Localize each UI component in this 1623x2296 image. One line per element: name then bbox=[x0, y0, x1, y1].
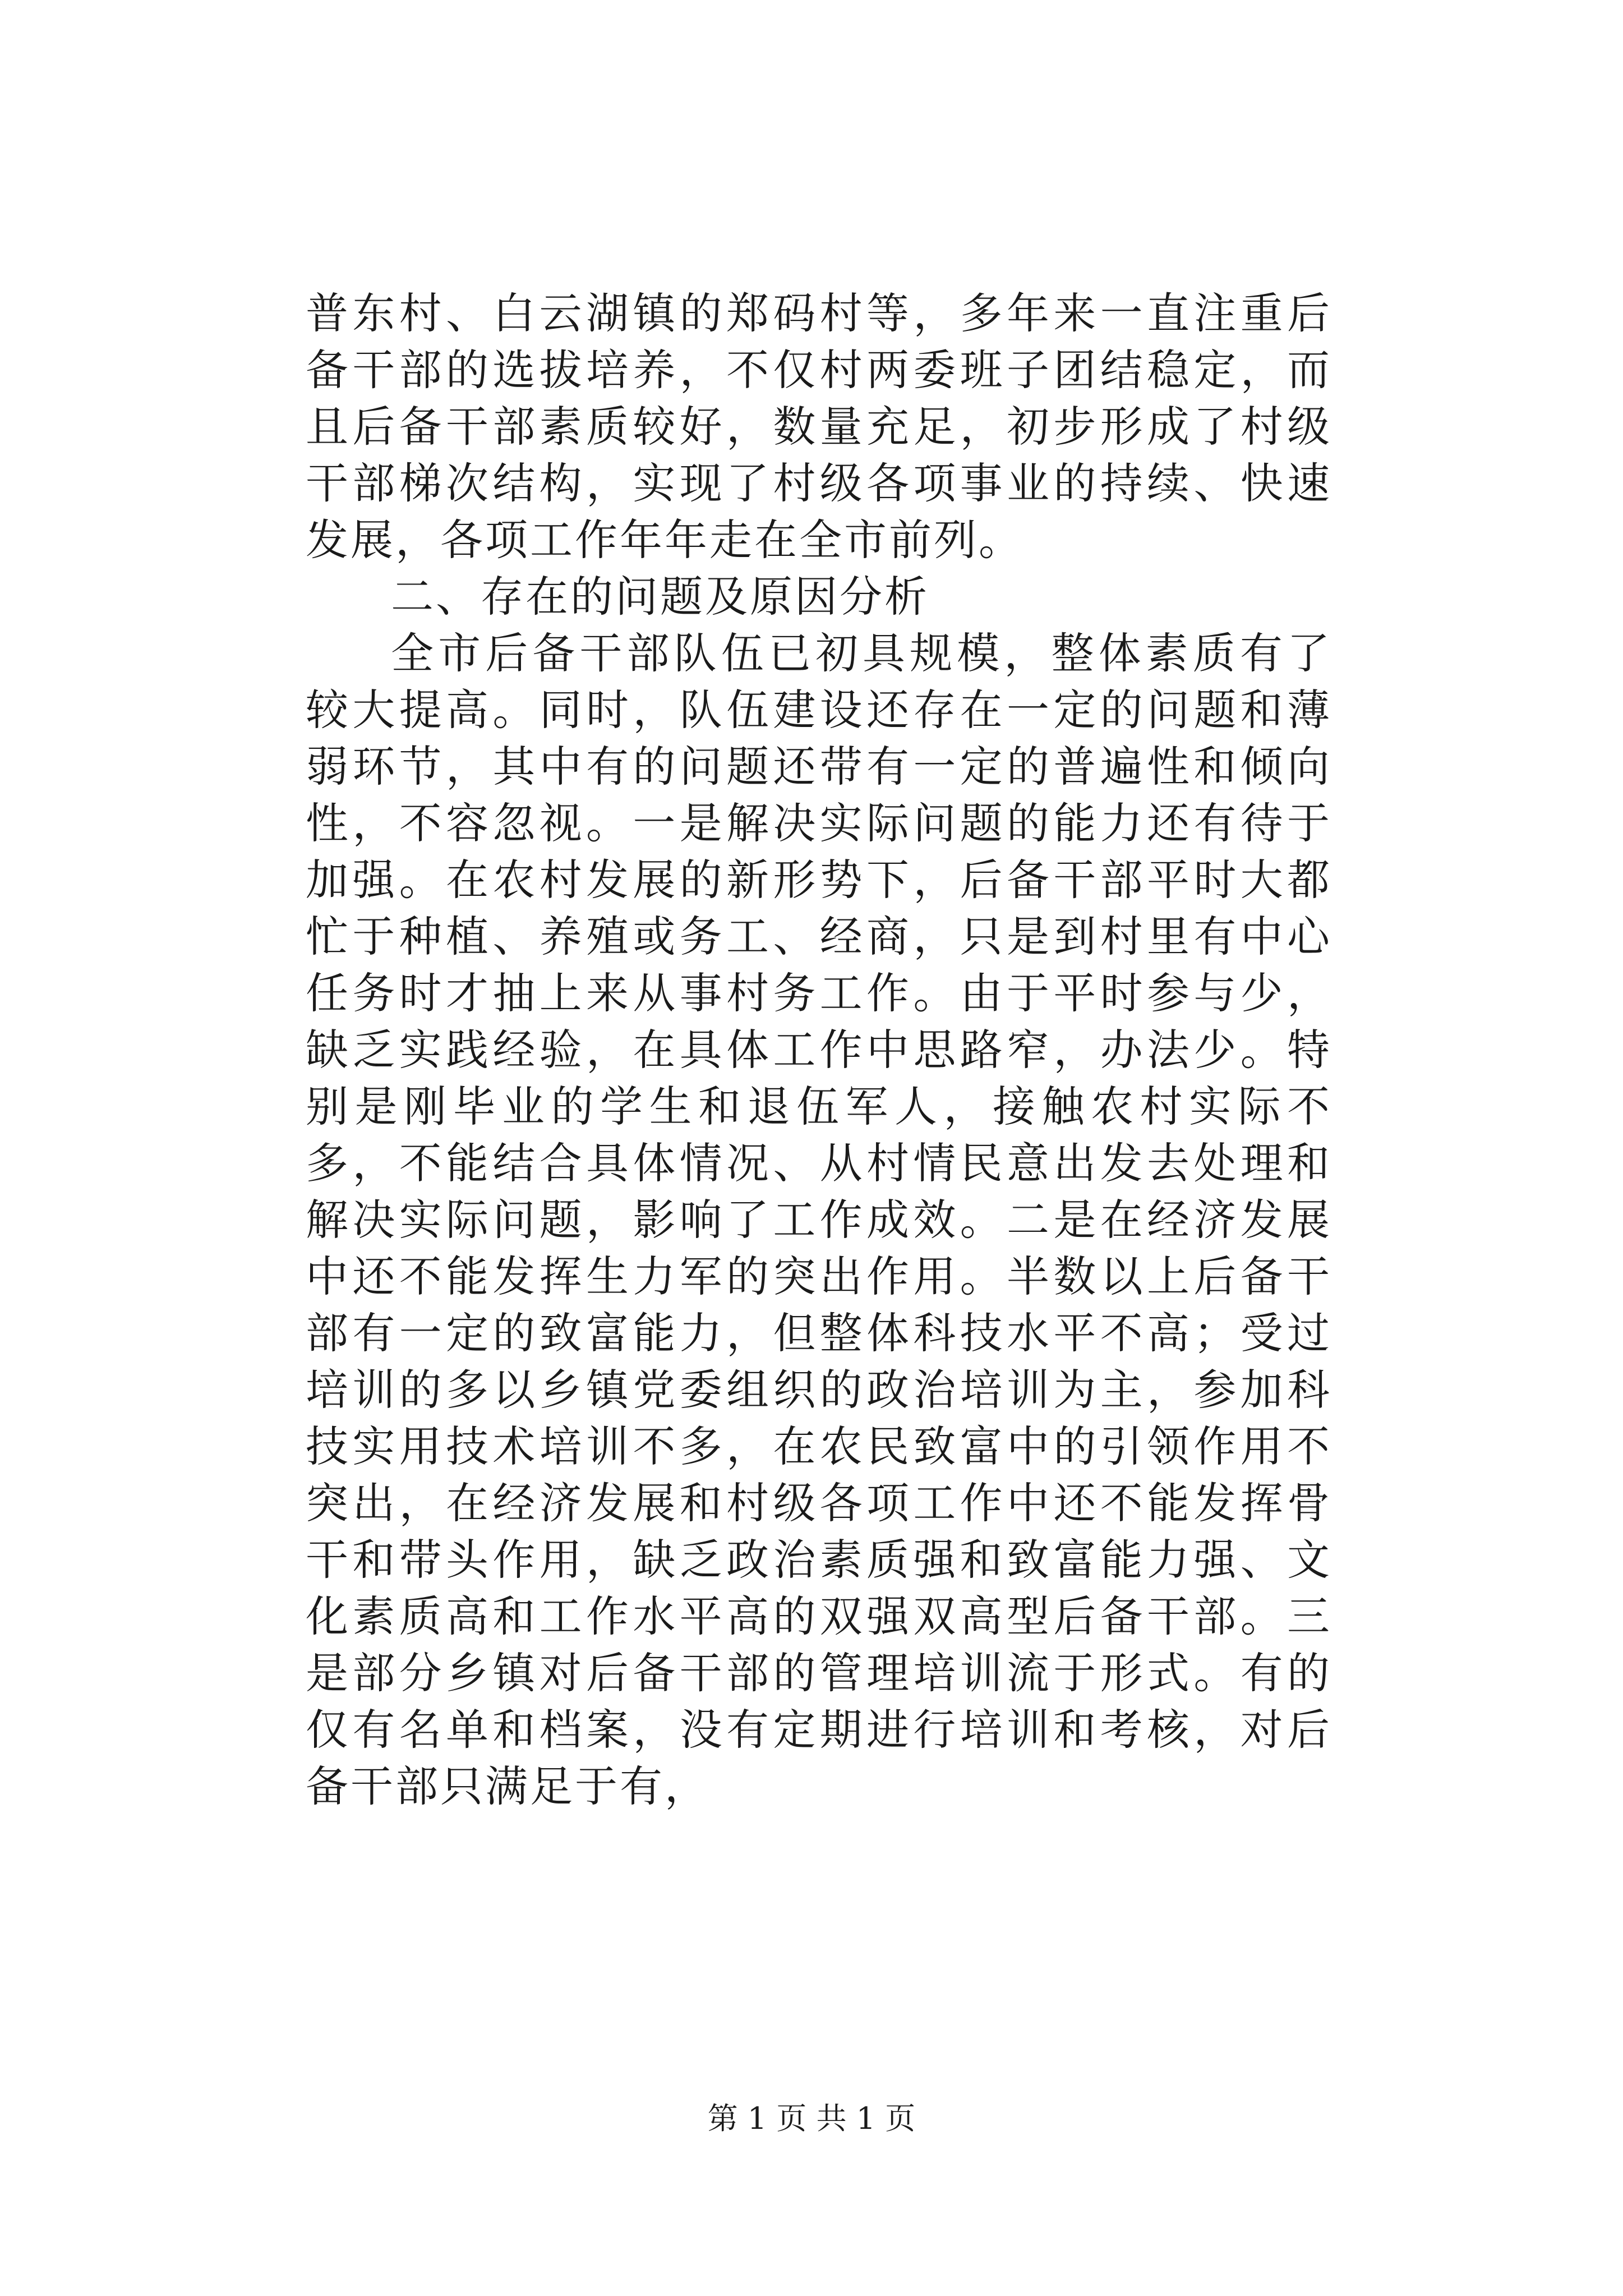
page-footer bbox=[0, 2101, 1623, 2137]
section-heading: 二、存在的问题及原因分析 bbox=[391, 572, 929, 622]
paragraph-continuation: 普东村、白云湖镇的郑码村等，多年来一直注重后备干部的选拔培养，不仅村两委班子团结稳定，而且后备干部素质较好，数量充足，初步形成了村级干部梯次结构，实现了村级各项事业的持续、快速发展，各项工作年年走在全市前列。 bbox=[306, 288, 1332, 565]
paragraph-analysis: 全市后备干部队伍已初具规模，整体素质有了较大提高。同时，队伍建设还存在一定的问题和薄弱环节，其中有的问题还带有一定的普遍性和倾向性，不容忽视。一是解决实际问题的能力还有待于加强。在农村发展的新形势下，后备干部平时大都忙于种植、养殖或务工、经商，只是到村里有中心任务时才抽上来从事村务工作。由于平时参与少，缺乏实践经验，在具体工作中思路窄，办法少。特别是刚毕业的学生和退伍军人，接触农村实际不多，不能结合具体情况、从村情民意出发去处理和解决实际问题，影响了工作成效。二是在经济发展中还不能发挥生力军的突出作用。半数以上后备干部有一定的致富能力，但整体科技水平不高；受过培训的多以乡镇党委组织的政治培训为主，参加科技实用技术培训不多，在农民致富中的引领作用不突出，在经济发展和村级各项工作中还不能发挥骨干和带头作用，缺乏政治素质强和致富能力强、文化素质高和工作水平高的双强双高型后备干部。三是部分乡镇对后备干部的管理培训流于形式。有的仅有名单和档案，没有定期进行培训和考核，对后备干部只满足于有， bbox=[306, 628, 1332, 1811]
document-body bbox=[306, 285, 1332, 1815]
page-number-label: 第 1 页 共 1 页 bbox=[707, 2101, 916, 2136]
